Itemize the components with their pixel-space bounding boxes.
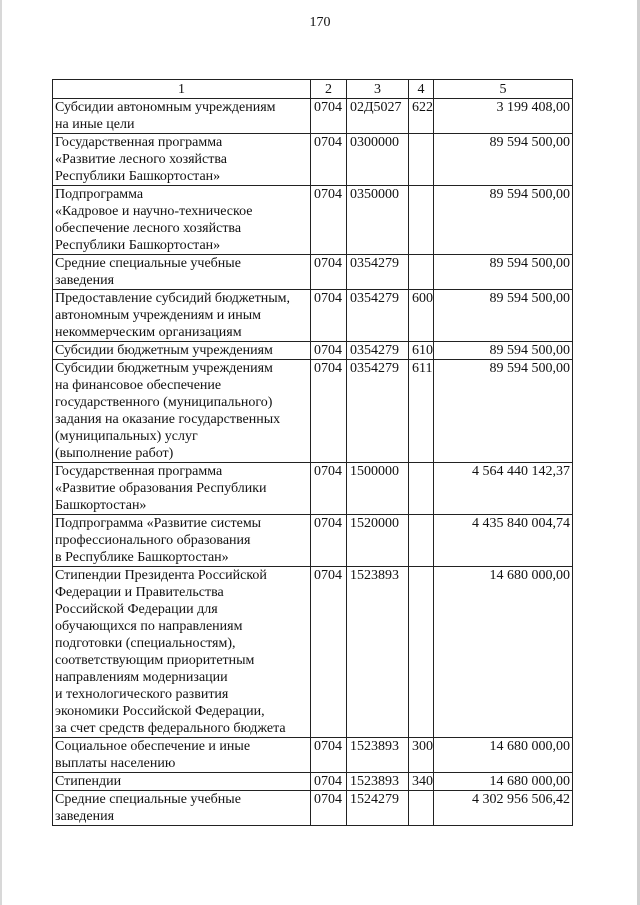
row-name-line: задания на оказание государственных [55, 412, 281, 427]
row-type [409, 255, 434, 290]
column-header-type: 4 [409, 80, 434, 99]
row-name-line: государственного (муниципального) [55, 395, 273, 410]
row-name-line: подготовки (специальностям), [55, 636, 236, 651]
table-row [53, 773, 573, 791]
row-name-line: «Кадровое и научно-техническое [55, 204, 253, 219]
table-row [53, 463, 573, 515]
row-type: 610 [409, 342, 434, 360]
row-name-line: и технологического развития [55, 687, 229, 702]
row-section: 0704 [311, 255, 347, 290]
row-amount: 89 594 500,00 [434, 134, 573, 186]
row-name-line: Российской Федерации для [55, 602, 218, 617]
row-section: 0704 [311, 773, 347, 791]
row-code: 1500000 [347, 463, 409, 515]
row-name-line: Субсидии автономным учреждениям [55, 100, 276, 115]
row-name-line: Социальное обеспечение и иные [55, 739, 251, 754]
row-code: 1524279 [347, 791, 409, 826]
row-code: 02Д5027 [347, 99, 409, 134]
row-name-line: (муниципальных) услуг [55, 429, 198, 444]
row-amount: 14 680 000,00 [434, 738, 573, 773]
row-name-line: Республики Башкортостан» [55, 169, 221, 184]
page-number: 170 [309, 15, 331, 30]
row-section: 0704 [311, 360, 347, 463]
row-type [409, 463, 434, 515]
row-name-line: Башкортостан» [55, 498, 147, 513]
row-name-line: Подпрограмма «Развитие системы [55, 516, 262, 531]
row-name-line: Средние специальные учебные [55, 792, 241, 807]
row-type [409, 567, 434, 738]
row-code: 0354279 [347, 255, 409, 290]
row-name-line: Федерации и Правительства [55, 585, 224, 600]
row-section: 0704 [311, 186, 347, 255]
row-code: 0350000 [347, 186, 409, 255]
row-name-line: обеспечение лесного хозяйства [55, 221, 242, 236]
row-name-line: в Республике Башкортостан» [55, 550, 229, 565]
row-name [53, 773, 311, 791]
table-row [53, 290, 573, 342]
row-name-line: Стипендии [55, 774, 122, 789]
row-section: 0704 [311, 515, 347, 567]
row-name-line: (выполнение работ) [55, 446, 174, 461]
row-name-line: на иные цели [55, 117, 135, 132]
row-name [53, 567, 311, 738]
row-type [409, 134, 434, 186]
table-row [53, 360, 573, 463]
row-name-line: Государственная программа [55, 135, 223, 150]
row-code: 0300000 [347, 134, 409, 186]
row-amount: 89 594 500,00 [434, 186, 573, 255]
row-name-line: Государственная программа [55, 464, 223, 479]
table-header-row [53, 80, 573, 99]
row-name-line: обучающихся по направлениям [55, 619, 243, 634]
row-section: 0704 [311, 738, 347, 773]
row-section: 0704 [311, 99, 347, 134]
table-row [53, 567, 573, 738]
row-section: 0704 [311, 791, 347, 826]
budget-table [52, 79, 573, 826]
row-name-line: Стипендии Президента Российской [55, 568, 267, 583]
row-name-line: «Развитие лесного хозяйства [55, 152, 228, 167]
row-type: 600 [409, 290, 434, 342]
row-code: 1523893 [347, 567, 409, 738]
table-row [53, 255, 573, 290]
column-header-name: 1 [53, 80, 311, 99]
table-row [53, 738, 573, 773]
row-name [53, 255, 311, 290]
row-name-line: за счет средств федерального бюджета [55, 721, 286, 736]
row-name [53, 738, 311, 773]
row-section: 0704 [311, 463, 347, 515]
row-name-line: Предоставление субсидий бюджетным, [55, 291, 291, 306]
column-header-code: 3 [347, 80, 409, 99]
row-name-line: соответствующим приоритетным [55, 653, 255, 668]
row-code: 0354279 [347, 290, 409, 342]
row-code: 1523893 [347, 738, 409, 773]
row-name [53, 463, 311, 515]
row-amount: 4 564 440 142,37 [434, 463, 573, 515]
row-name-line: Республики Башкортостан» [55, 238, 221, 253]
row-name-line: Субсидии бюджетным учреждениям [55, 361, 273, 376]
column-header-section: 2 [311, 80, 347, 99]
row-name-line: Субсидии бюджетным учреждениям [55, 343, 273, 358]
row-amount: 89 594 500,00 [434, 290, 573, 342]
row-name-line: «Развитие образования Республики [55, 481, 267, 496]
table-row [53, 186, 573, 255]
row-type [409, 515, 434, 567]
row-amount: 4 302 956 506,42 [434, 791, 573, 826]
row-name-line: некоммерческим организациям [55, 325, 242, 340]
row-amount: 89 594 500,00 [434, 360, 573, 463]
row-name-line: заведения [55, 809, 115, 824]
row-section: 0704 [311, 134, 347, 186]
row-name [53, 186, 311, 255]
row-code: 0354279 [347, 342, 409, 360]
row-name [53, 515, 311, 567]
row-name-line: заведения [55, 273, 115, 288]
row-name-line: направлениям модернизации [55, 670, 228, 685]
row-section: 0704 [311, 342, 347, 360]
row-type: 622 [409, 99, 434, 134]
row-name-line: Подпрограмма [55, 187, 144, 202]
row-type: 340 [409, 773, 434, 791]
row-name-line: автономным учреждениям и иным [55, 308, 262, 323]
row-amount: 89 594 500,00 [434, 255, 573, 290]
table-row [53, 791, 573, 826]
row-name [53, 360, 311, 463]
row-section: 0704 [311, 290, 347, 342]
row-name [53, 791, 311, 826]
table-row [53, 134, 573, 186]
row-code: 1523893 [347, 773, 409, 791]
row-amount: 14 680 000,00 [434, 567, 573, 738]
page-edge-left [0, 0, 2, 905]
row-amount: 4 435 840 004,74 [434, 515, 573, 567]
row-type: 300 [409, 738, 434, 773]
row-name [53, 99, 311, 134]
row-amount: 89 594 500,00 [434, 342, 573, 360]
row-type: 611 [409, 360, 434, 463]
row-name [53, 290, 311, 342]
table-row [53, 99, 573, 134]
row-type [409, 186, 434, 255]
row-name-line: экономики Российской Федерации, [55, 704, 265, 719]
row-name [53, 134, 311, 186]
row-type [409, 791, 434, 826]
table-body [53, 99, 573, 826]
row-name [53, 342, 311, 360]
row-name-line: на финансовое обеспечение [55, 378, 222, 393]
row-name-line: профессионального образования [55, 533, 251, 548]
table-row [53, 515, 573, 567]
row-name-line: Средние специальные учебные [55, 256, 241, 271]
row-amount: 3 199 408,00 [434, 99, 573, 134]
row-amount: 14 680 000,00 [434, 773, 573, 791]
row-code: 1520000 [347, 515, 409, 567]
table-row [53, 342, 573, 360]
row-code: 0354279 [347, 360, 409, 463]
row-section: 0704 [311, 567, 347, 738]
column-header-amount: 5 [434, 80, 573, 99]
row-name-line: выплаты населению [55, 756, 176, 771]
